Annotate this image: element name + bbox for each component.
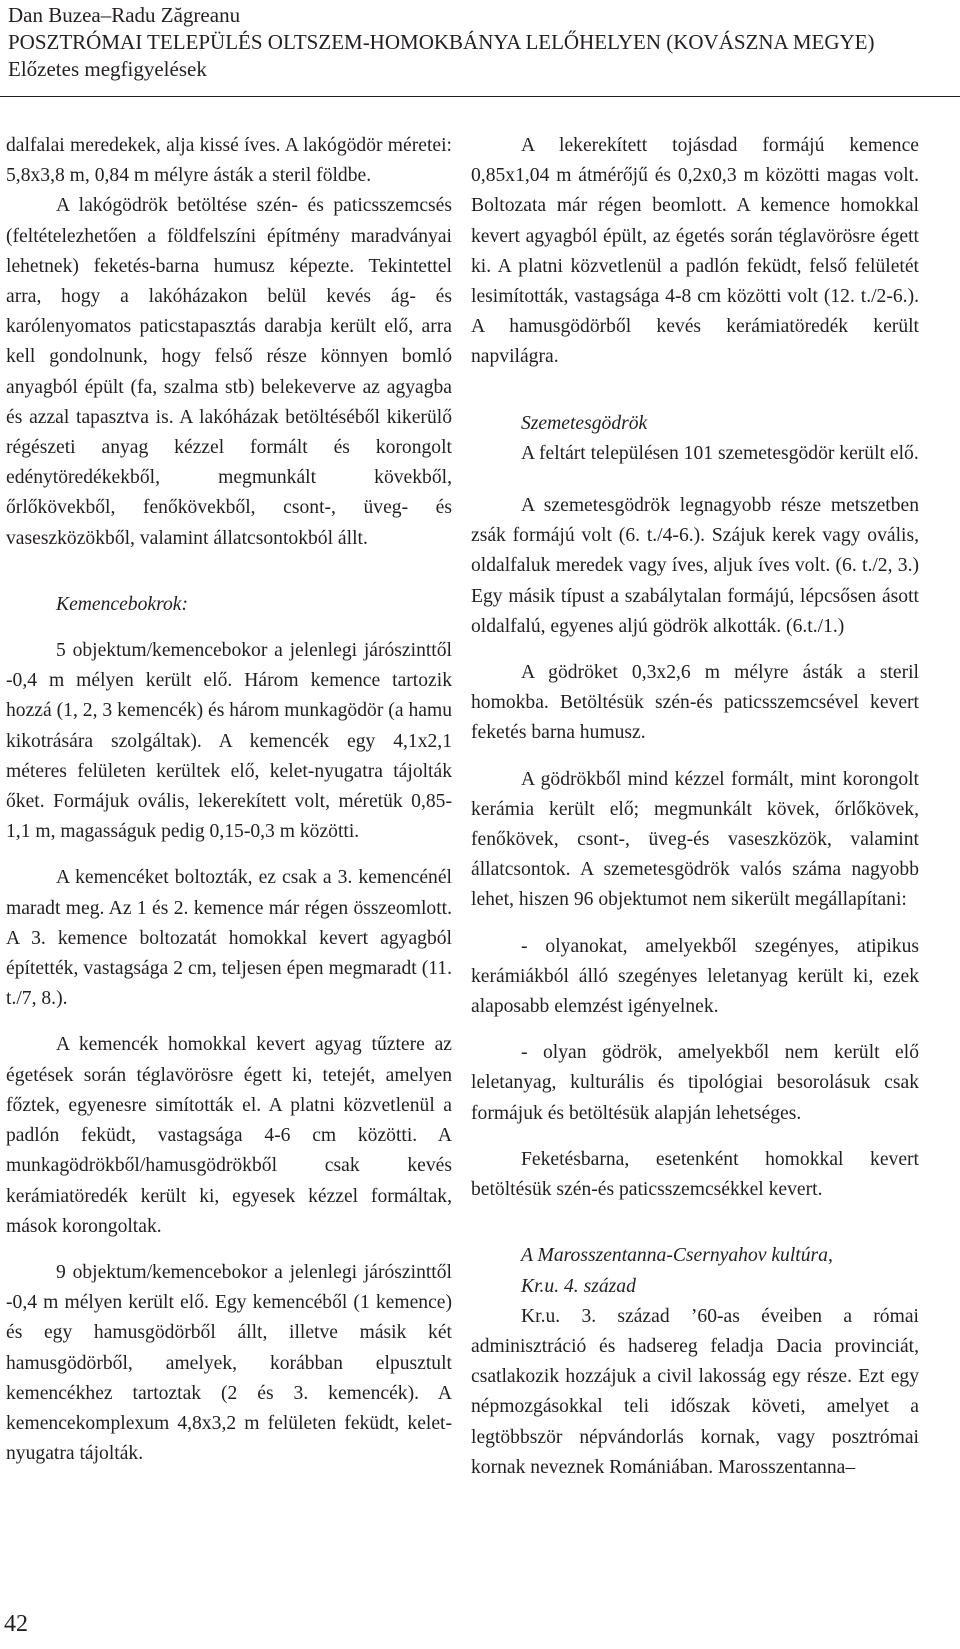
spacer <box>6 554 452 590</box>
header-subtitle: Előzetes megfigyelések <box>8 57 207 81</box>
spacer <box>471 1205 919 1241</box>
section-heading-culture: A Marosszentanna-Csernyahov kultúra, <box>521 1245 833 1267</box>
header-title: POSZTRÓMAI TELEPÜLÉS OLTSZEM-HOMOKBÁNYA LELŐHELYEN (KOVÁSZNA MEGYE) <box>8 30 875 54</box>
spacer <box>471 1022 919 1038</box>
spacer <box>6 847 452 863</box>
left-column <box>6 131 452 1469</box>
paragraph: A gödrökből mind kézzel formált, mint korongolt kerámia került elő; megmunkált kövek, őrlőkövek, fenőkövek, csont-, üveg-és vaseszközök, valamint állatcsontok. A szemetesgödrök valós száma nagyobb lehet, hiszen 96 objektumot nem sikerült megállapítani: <box>471 768 919 911</box>
paragraph: - olyanokat, amelyekből szegényes, atipikus kerámiákból álló szegényes leletanyag került ki, ezek alaposabb elemzést igényelnek. <box>471 935 919 1018</box>
spacer <box>471 916 919 932</box>
paragraph: A kemencéket boltozták, ez csak a 3. kemencénél maradt meg. Az 1 és 2. kemence már régen összeomlott. A 3. kemence boltozatát homokkal kevert agyagból építették, vastagsága 2 cm, teljesen épen megmaradt (11. t./7, 8.). <box>6 867 452 1010</box>
right-column <box>471 131 919 1483</box>
paragraph: Kr.u. 3. század ’60-as éveiben a római adminisztráció és hadsereg feladja Dacia provinciát, csatlakozik hozzájuk a civil lakosság egy része. Ezt egy népmozgásokkal teli időszak követi, amelyet a legtöbbször népvándorlás kornak, vagy posztrómai kornak neveznek Romániában. Marosszentanna– <box>471 1305 919 1478</box>
paragraph: A kemencék homokkal kevert agyag tűztere az égetések során téglavörösre égett ki, tetejét, amelyen főztek, egyenesre simították el. A platni közvetlenül a padlón feküdt, vastagsága 4-6 cm közötti. A munkagödrökből/hamusgödrökből csak kevés kerámiatöredék került ki, egyesek kézzel formáltak, mások korongoltak. <box>6 1034 452 1237</box>
paragraph: A gödröket 0,3x2,6 m mélyre ásták a steril homokba. Betöltésük szén-és paticsszemcsével kevert feketés barna humusz. <box>471 662 919 744</box>
spacer <box>6 1242 452 1258</box>
paragraph: - olyan gödrök, amelyekből nem került elő leletanyag, kulturális és tipológiai besorolásuk csak formájuk és betöltésük alapján lehetséges. <box>471 1042 919 1124</box>
header-rule <box>0 96 960 97</box>
spacer <box>471 469 919 491</box>
section-heading-szemetesgodrok: Szemetesgödrök <box>521 412 648 434</box>
paragraph: 5 objektum/kemencebokor a jelenlegi járószinttől -0,4 m mélyen került elő. Három kemence tartozik hozzá (1, 2, 3 kemencék) és három munkagödör (a hamu kikotrására szolgáltak). A kemencék egy 4,1x2,1 méteres felületen kerültek elő, kelet-nyugatra tájolták őket. Formájuk ovális, lekerekített volt, méretük 0,85-1,1 m, magasságuk pedig 0,15-0,3 m közötti. <box>6 640 452 843</box>
header-authors: Dan Buzea–Radu Zăgreanu <box>8 3 241 27</box>
running-header <box>8 2 948 83</box>
paragraph: A lakógödrök betöltése szén- és paticsszemcsés (feltételezhetően a földfelszíni építmény maradványai lehetnek) feketés-barna humusz képezte. Tekintettel arra, hogy a lakóházakon belül kevés ág- és karólenyomatos paticstapasztás darabja került elő, arra kell gondolnunk, hogy felső része könnyen bomló anyagból épült (fa, szalma stb) belekeverve az agyagba és azzal tapasztva is. A lakóházak betöltéséből kikerülő régészeti anyag kézzel formált és korongolt edénytöredékekből, megmunkált kövekből, őrlőkövekből, fenőkövekből, csont-, üveg- és vaseszközökből, valamint állatcsontokból állt. <box>6 195 452 549</box>
paragraph: dalfalai meredekek, alja kissé íves. A lakógödör méretei: 5,8x3,8 m, 0,84 m mélyre ásták a steril földbe. <box>6 135 452 187</box>
spacer <box>471 749 919 765</box>
spacer <box>471 373 919 409</box>
paragraph: A szemetesgödrök legnagyobb része metszetben zsák formájú volt (6. t./4-6.). Szájuk kerek vagy ovális, oldalfaluk meredek vagy íves, aljuk íves volt. (6. t./2, 3.) Egy másik típust a szabálytalan formájú, lépcsősen ásott oldalfalú, egyenes aljú gödrök alkották. (6.t./1.) <box>471 495 919 637</box>
paragraph: A feltárt településen 101 szemetesgödör került elő. <box>521 442 919 464</box>
paragraph: A lekerekített tojásdad formájú kemence 0,85x1,04 m átmérőjű és 0,2x0,3 m közötti magas volt. Boltozata már régen beomlott. A kemence homokkal kevert agyagból épült, az égetés során téglavörösre égett ki. A platni közvetlenül a padlón feküdt, felső felületét lesimították, vastagsága 4-8 cm közötti volt (12. t./2-6.). A hamusgödörből kevés kerámiatöredék került napvilágra. <box>471 135 919 368</box>
page-number: 42 <box>4 1611 28 1637</box>
section-heading-kemencebokrok: Kemencebokrok: <box>56 593 189 615</box>
paragraph: Feketésbarna, esetenként homokkal kevert betöltésük szén-és paticsszemcsékkel kevert. <box>471 1148 919 1201</box>
section-heading-culture-date: Kr.u. 4. század <box>521 1275 636 1297</box>
paragraph: 9 objektum/kemencebokor a jelenlegi járószinttől -0,4 m mélyen került elő. Egy kemencéből (1 kemence) és egy hamusgödörből állt, illetve másik két hamusgödörből, amelyek, korábban elpusztult kemencékhez tartoztak (2 és 3. kemencék). A kemencekomplexum 4,8x3,2 m felületen feküdt, kelet-nyugatra tájolták. <box>6 1261 452 1465</box>
spacer <box>6 1014 452 1030</box>
spacer <box>6 620 452 636</box>
spacer <box>471 642 919 658</box>
spacer <box>471 1129 919 1145</box>
